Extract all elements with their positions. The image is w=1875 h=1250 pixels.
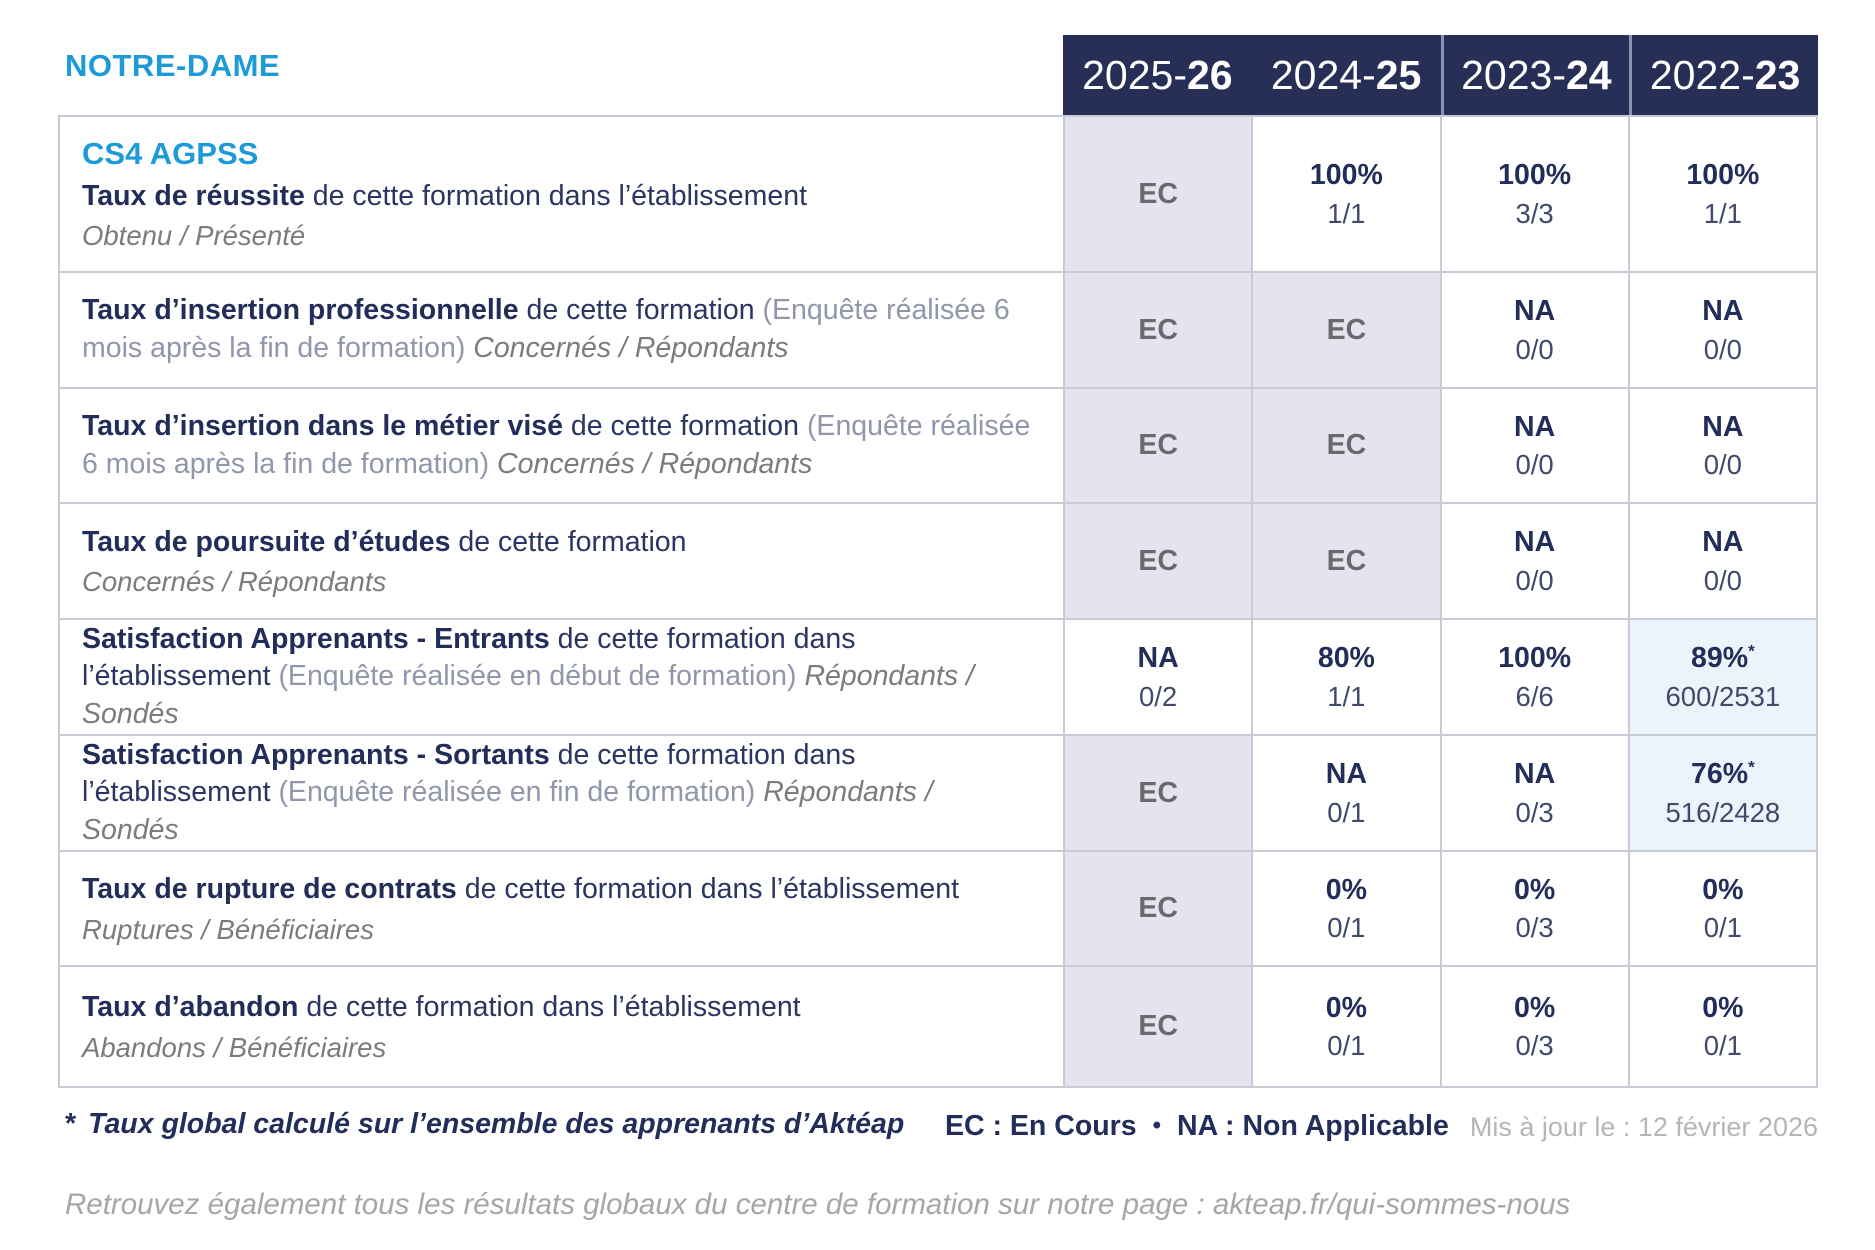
percentage-value: 0% (1325, 991, 1367, 1024)
row-subline-taux-de-reussite: Obtenu / Présenté (82, 220, 306, 252)
cell-taux-insertion-professionnelle-2022-23 (1630, 273, 1816, 387)
ec-value: EC (1138, 429, 1178, 461)
percentage-value: 0% (1702, 991, 1744, 1024)
fraction-value: 0/3 (1515, 796, 1554, 828)
label-segment: Taux d’insertion professionnelle (82, 294, 519, 327)
cell-satisfaction-apprenants-sortants-2022-23 (1630, 736, 1816, 850)
label-segment: Taux de réussite (82, 179, 305, 212)
row-label-taux-insertion-metier-vise (60, 389, 1063, 502)
row-description-taux-rupture-contrats (82, 871, 959, 909)
cell-taux-rupture-contrats-2025-26 (1065, 852, 1251, 965)
cell-taux-abandon-2024-25 (1253, 967, 1439, 1086)
row-description-satisfaction-apprenants-sortants (82, 737, 1033, 850)
cell-taux-de-reussite-2023-24 (1442, 117, 1628, 271)
label-segment: (Enquête réalisée en début de formation) (278, 660, 805, 693)
cell-taux-rupture-contrats-2023-24 (1442, 852, 1628, 965)
label-segment: Taux d’abandon (82, 991, 299, 1024)
percentage-value: NA (1514, 295, 1556, 328)
cell-taux-rupture-contrats-2022-23 (1630, 852, 1816, 965)
abbreviation-legend (945, 1110, 1449, 1143)
label-segment: de cette formation dans l’établissement (304, 179, 807, 212)
percentage-value: NA (1137, 642, 1179, 675)
cell-taux-insertion-metier-vise-2022-23 (1630, 389, 1816, 502)
label-segment: de cette formation dans l’établissement (82, 738, 856, 809)
fraction-value: 1/1 (1327, 680, 1366, 712)
row-label-taux-de-reussite (60, 117, 1063, 271)
ec-value: EC (1138, 313, 1178, 346)
year-prefix: 2023- (1461, 51, 1566, 98)
percentage-value: 100% (1498, 642, 1572, 675)
bottom-note: Retrouvez également tous les résultats globaux du centre de formation sur notre page : akteap.fr/qui-sommes-nous (65, 1188, 1571, 1221)
label-segment: (Enquête réalisée 6 mois après la fin de formation) (82, 409, 1031, 480)
percentage-value: NA (1325, 758, 1367, 791)
cell-satisfaction-apprenants-sortants-2024-25 (1253, 736, 1439, 850)
fraction-value: 0/0 (1703, 564, 1742, 596)
year-suffix: 24 (1566, 51, 1612, 98)
label-segment: (Enquête réalisée 6 mois après la fin de formation) (82, 294, 1010, 364)
label-segment: Taux de rupture de contrats (82, 873, 457, 906)
fraction-value: 0/0 (1703, 449, 1742, 481)
row-label-taux-rupture-contrats (60, 852, 1063, 965)
label-segment: (Enquête réalisée en fin de formation) (278, 776, 764, 809)
label-segment: de cette formation (518, 294, 763, 327)
percentage-value: 80% (1317, 642, 1375, 675)
fraction-value: 600/2531 (1665, 680, 1781, 712)
fraction-value: 0/3 (1515, 1030, 1554, 1062)
row-subline-taux-abandon: Abandons / Bénéficiaires (82, 1031, 387, 1063)
ec-value: EC (1138, 776, 1178, 809)
row-subline-taux-rupture-contrats: Ruptures / Bénéficiaires (82, 913, 374, 945)
cell-satisfaction-apprenants-sortants-2025-26 (1065, 736, 1251, 850)
row-label-taux-insertion-professionnelle (60, 273, 1063, 387)
fraction-value: 516/2428 (1665, 796, 1781, 828)
cell-taux-insertion-metier-vise-2024-25 (1253, 389, 1439, 502)
cell-taux-de-reussite-2022-23 (1630, 117, 1816, 271)
row-description-taux-de-reussite (82, 178, 807, 216)
cell-satisfaction-apprenants-entrants-2022-23 (1630, 620, 1816, 734)
year-suffix: 23 (1754, 51, 1801, 98)
label-segment: Satisfaction Apprenants - Sortants (82, 738, 550, 771)
fraction-value: 0/1 (1703, 1030, 1742, 1062)
cell-taux-insertion-professionnelle-2024-25 (1253, 273, 1439, 387)
row-description-taux-insertion-metier-vise (82, 408, 1033, 483)
year-prefix: 2022- (1649, 51, 1755, 98)
cell-taux-abandon-2022-23 (1630, 967, 1816, 1086)
fraction-value: 3/3 (1515, 197, 1554, 229)
fraction-value: 0/0 (1515, 564, 1554, 596)
cell-taux-poursuite-etudes-2024-25 (1253, 504, 1439, 618)
label-segment: de cette formation dans l’établissement (456, 873, 959, 906)
row-description-taux-insertion-professionnelle (82, 292, 1033, 367)
cell-taux-de-reussite-2025-26 (1065, 117, 1251, 271)
percentage-value: 0% (1514, 991, 1556, 1024)
fraction-value: 0/0 (1703, 333, 1742, 365)
label-segment: Satisfaction Apprenants - Entrants (82, 622, 550, 655)
percentage-value: NA (1514, 758, 1556, 791)
row-label-satisfaction-apprenants-sortants (60, 736, 1063, 850)
fraction-value: 0/1 (1327, 912, 1366, 944)
cell-taux-insertion-metier-vise-2025-26 (1065, 389, 1251, 502)
percentage-value: 0% (1325, 873, 1367, 906)
cell-taux-de-reussite-2024-25 (1253, 117, 1439, 271)
cell-satisfaction-apprenants-entrants-2024-25 (1253, 620, 1439, 734)
year-prefix: 2025- (1082, 51, 1187, 98)
results-table (58, 115, 1818, 1088)
row-label-taux-poursuite-etudes (60, 504, 1063, 618)
year-column-2024-25 (1252, 35, 1441, 115)
footnote-text: Taux global calculé sur l’ensemble des apprenants d’Aktéap (88, 1108, 905, 1140)
year-suffix: 25 (1375, 51, 1422, 98)
year-prefix: 2024- (1270, 51, 1376, 98)
label-segment: Répondants / Sondés (82, 776, 933, 846)
row-description-satisfaction-apprenants-entrants (82, 621, 1033, 734)
label-segment: Taux de poursuite d’études (82, 525, 451, 558)
ec-value: EC (1138, 544, 1178, 577)
year-header (1063, 35, 1818, 115)
cell-taux-insertion-professionnelle-2023-24 (1442, 273, 1628, 387)
row-label-satisfaction-apprenants-entrants (60, 620, 1063, 734)
percentage-value: NA (1702, 410, 1744, 443)
fraction-value: 1/1 (1703, 197, 1742, 229)
fraction-value: 0/1 (1327, 1030, 1366, 1062)
legend-separator-dot: • (1152, 1112, 1162, 1139)
global-rate-asterisk: * (1748, 757, 1755, 777)
establishment-name: NOTRE-DAME (65, 48, 281, 83)
ec-value: EC (1326, 544, 1367, 577)
label-segment: de cette formation dans l’établissement (82, 622, 856, 693)
label-segment: de cette formation (562, 409, 807, 442)
cell-taux-abandon-2025-26 (1065, 967, 1251, 1086)
percentage-value: NA (1514, 526, 1556, 559)
cell-satisfaction-apprenants-entrants-2025-26 (1065, 620, 1251, 734)
fraction-value: 0/0 (1515, 449, 1554, 481)
cell-taux-insertion-professionnelle-2025-26 (1065, 273, 1251, 387)
percentage-value: 0% (1514, 873, 1556, 906)
percentage-value: NA (1702, 295, 1744, 328)
fraction-value: 0/1 (1703, 912, 1742, 944)
label-segment: de cette formation (450, 525, 687, 558)
program-title: CS4 AGPSS (82, 135, 259, 171)
percentage-value: 89%* (1691, 641, 1755, 675)
row-description-taux-abandon (82, 989, 801, 1027)
row-description-taux-poursuite-etudes (82, 524, 687, 562)
percentage-value: 100% (1498, 159, 1572, 192)
fraction-value: 0/1 (1327, 796, 1366, 828)
legend-ec: EC : En Cours (945, 1110, 1137, 1142)
year-column-2025-26 (1063, 35, 1252, 115)
footnote-star-symbol: * (65, 1108, 77, 1140)
ec-value: EC (1326, 429, 1367, 461)
label-segment: Concernés / Répondants (473, 332, 789, 364)
percentage-value: 76%* (1691, 757, 1755, 791)
cell-satisfaction-apprenants-entrants-2023-24 (1442, 620, 1628, 734)
legend-na: NA : Non Applicable (1177, 1110, 1449, 1142)
label-segment: Répondants / Sondés (82, 660, 974, 730)
percentage-value: NA (1514, 410, 1556, 443)
footnote (65, 1108, 904, 1141)
year-column-2022-23 (1629, 35, 1818, 115)
fraction-value: 0/0 (1515, 333, 1554, 365)
ec-value: EC (1138, 1010, 1178, 1042)
year-column-2023-24 (1441, 35, 1630, 115)
label-segment: de cette formation dans l’établissement (298, 991, 801, 1024)
row-subline-taux-poursuite-etudes: Concernés / Répondants (82, 566, 387, 598)
cell-taux-poursuite-etudes-2023-24 (1442, 504, 1628, 618)
cell-taux-insertion-metier-vise-2023-24 (1442, 389, 1628, 502)
year-suffix: 26 (1187, 51, 1233, 98)
cell-taux-poursuite-etudes-2022-23 (1630, 504, 1816, 618)
label-segment: Concernés / Répondants (497, 447, 813, 480)
cell-taux-rupture-contrats-2024-25 (1253, 852, 1439, 965)
percentage-value: NA (1702, 526, 1744, 559)
cell-satisfaction-apprenants-sortants-2023-24 (1442, 736, 1628, 850)
last-updated-date: Mis à jour le : 12 février 2026 (1469, 1112, 1818, 1142)
ec-value: EC (1326, 313, 1367, 346)
percentage-value: 100% (1309, 159, 1383, 192)
percentage-value: 0% (1702, 873, 1744, 906)
fraction-value: 0/2 (1139, 680, 1178, 712)
percentage-value: 100% (1686, 159, 1760, 192)
cell-taux-abandon-2023-24 (1442, 967, 1628, 1086)
ec-value: EC (1138, 892, 1178, 924)
cell-taux-poursuite-etudes-2025-26 (1065, 504, 1251, 618)
global-rate-asterisk: * (1748, 641, 1755, 661)
fraction-value: 6/6 (1515, 680, 1554, 712)
fraction-value: 1/1 (1327, 197, 1366, 229)
fraction-value: 0/3 (1515, 912, 1554, 944)
ec-value: EC (1138, 177, 1178, 210)
label-segment: Taux d’insertion dans le métier visé (82, 409, 563, 442)
row-label-taux-abandon (60, 967, 1063, 1086)
